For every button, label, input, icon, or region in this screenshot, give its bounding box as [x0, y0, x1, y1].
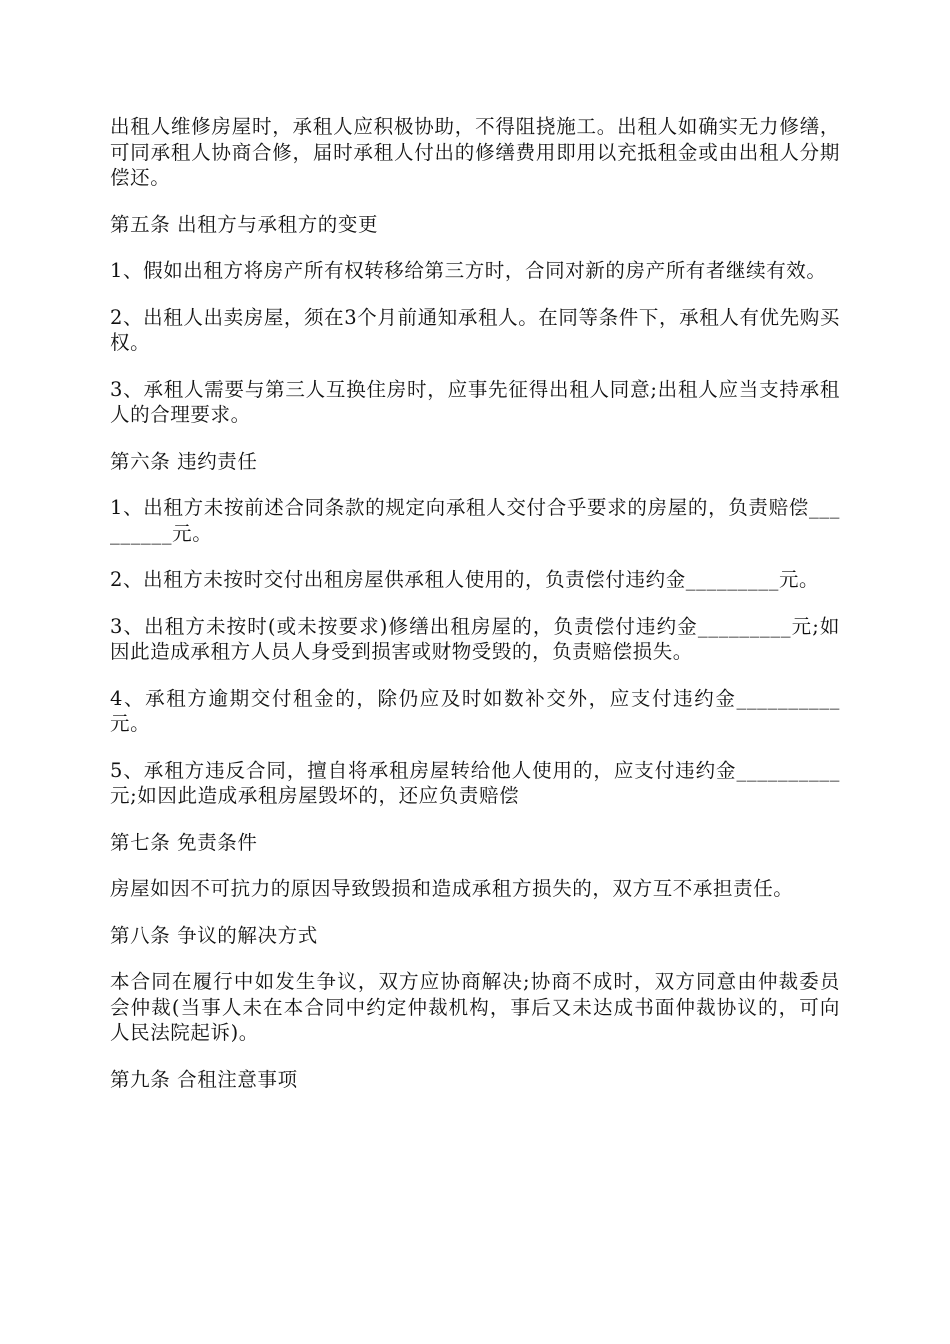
clause-6-3: 3、出租方未按时(或未按要求)修缮出租房屋的，负责偿付违约金_________元;如因此造成承租方人员人身受到损害或财物受毁的，负责赔偿损失。 — [110, 614, 840, 663]
heading-article-6: 第六条 违约责任 — [110, 449, 258, 473]
paragraph-dispute-resolution: 本合同在履行中如发生争议，双方应协商解决;协商不成时，双方同意由仲裁委员会仲裁(当事人未在本合同中约定仲裁机构，事后又未达成书面仲裁协议的，可向人民法院起诉)。 — [110, 970, 840, 1044]
document-page — [110, 114, 840, 1113]
heading-article-7: 第七条 免责条件 — [110, 830, 258, 854]
clause-5-1: 1、假如出租方将房产所有权转移给第三方时，合同对新的房产所有者继续有效。 — [110, 259, 827, 282]
paragraph-force-majeure: 房屋如因不可抗力的原因导致毁损和造成承租方损失的，双方互不承担责任。 — [110, 877, 794, 900]
clause-6-2: 2、出租方未按时交付出租房屋供承租人使用的，负责偿付违约金_________元。 — [110, 568, 820, 591]
clause-6-4: 4、承租方逾期交付租金的，除仍应及时如数补交外，应支付违约金__________元。 — [110, 686, 840, 735]
clause-5-3: 3、承租人需要与第三人互换住房时，应事先征得出租人同意;出租人应当支持承租人的合理要求。 — [110, 377, 840, 426]
clause-5-2: 2、出租人出卖房屋，须在3个月前通知承租人。在同等条件下，承租人有优先购买权。 — [110, 305, 840, 354]
clause-6-1: 1、出租方未按前述合同条款的规定向承租人交付合乎要求的房屋的，负责赔偿_________元。 — [110, 496, 840, 545]
heading-article-8: 第八条 争议的解决方式 — [110, 923, 318, 947]
clause-6-5: 5、承租方违反合同，擅自将承租房屋转给他人使用的，应支付违约金__________元;如因此造成承租房屋毁坏的，还应负责赔偿 — [110, 758, 840, 807]
heading-article-5: 第五条 出租方与承租方的变更 — [110, 212, 379, 236]
paragraph-repair-cooperation: 出租人维修房屋时，承租人应积极协助，不得阻挠施工。出租人如确实无力修缮，可同承租人协商合修，届时承租人付出的修缮费用即用以充抵租金或由出租人分期偿还。 — [110, 115, 840, 189]
heading-article-9: 第九条 合租注意事项 — [110, 1067, 298, 1091]
